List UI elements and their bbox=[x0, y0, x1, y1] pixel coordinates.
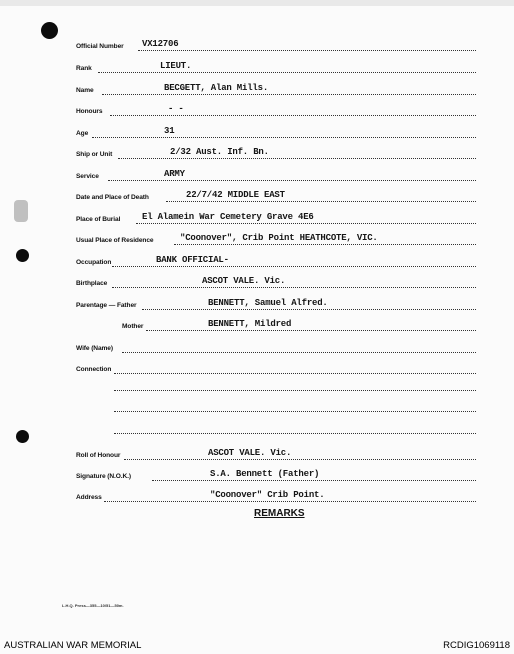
value-age: 31 bbox=[164, 126, 175, 136]
rule bbox=[104, 501, 476, 502]
rule bbox=[146, 330, 476, 331]
row-unit bbox=[76, 144, 476, 160]
scan-top-edge bbox=[0, 0, 514, 6]
label-wife: Wife (Name) bbox=[76, 345, 113, 352]
remarks-heading: REMARKS bbox=[254, 508, 305, 519]
label-connection: Connection bbox=[76, 366, 112, 373]
printer-imprint: L.H.Q. Press—355—10/51—50m. bbox=[62, 603, 124, 608]
rule bbox=[118, 158, 476, 159]
label-father: Parentage — Father bbox=[76, 302, 137, 309]
rule bbox=[102, 94, 476, 95]
value-residence: "Coonover", Crib Point HEATHCOTE, VIC. bbox=[180, 233, 378, 243]
rule bbox=[166, 201, 476, 202]
footer-record-id: RCDIG1069118 bbox=[443, 640, 510, 651]
label-honours: Honours bbox=[76, 108, 103, 115]
punch-hole-middle bbox=[16, 249, 29, 262]
rule bbox=[124, 459, 476, 460]
value-birthplace: ASCOT VALE. Vic. bbox=[202, 276, 286, 286]
connection-line-4 bbox=[114, 433, 476, 434]
label-occupation: Occupation bbox=[76, 259, 112, 266]
value-address: "Coonover" Crib Point. bbox=[210, 490, 325, 500]
row-official-number bbox=[76, 36, 476, 52]
value-father: BENNETT, Samuel Alfred. bbox=[208, 298, 328, 308]
value-date-place-death: 22/7/42 MIDDLE EAST bbox=[186, 190, 285, 200]
rule bbox=[112, 266, 476, 267]
scan-mark bbox=[14, 200, 28, 222]
rule bbox=[110, 115, 476, 116]
label-birthplace: Birthplace bbox=[76, 280, 108, 287]
value-place-burial: El Alamein War Cemetery Grave 4E6 bbox=[142, 212, 314, 222]
value-signature: S.A. Bennett (Father) bbox=[210, 469, 320, 479]
label-rank: Rank bbox=[76, 65, 92, 72]
row-father bbox=[76, 295, 476, 311]
value-name: BECGETT, Alan Mills. bbox=[164, 83, 269, 93]
connection-line-3 bbox=[114, 411, 476, 412]
label-unit: Ship or Unit bbox=[76, 151, 113, 158]
row-mother bbox=[76, 316, 476, 332]
row-name bbox=[76, 80, 476, 96]
rule bbox=[114, 373, 476, 374]
connection-line-2 bbox=[114, 390, 476, 391]
rule bbox=[138, 50, 476, 51]
row-address bbox=[76, 487, 476, 503]
value-unit: 2/32 Aust. Inf. Bn. bbox=[170, 147, 269, 157]
rule bbox=[136, 223, 476, 224]
value-service: ARMY bbox=[164, 169, 185, 179]
row-signature bbox=[76, 466, 476, 482]
row-rank bbox=[76, 58, 476, 74]
value-rank: LIEUT. bbox=[160, 61, 192, 71]
label-roll-of-honour: Roll of Honour bbox=[76, 452, 121, 459]
row-date-place-death bbox=[76, 187, 476, 203]
label-official-number: Official Number bbox=[76, 43, 124, 50]
rule bbox=[98, 72, 476, 73]
row-honours bbox=[76, 101, 476, 117]
label-name: Name bbox=[76, 87, 94, 94]
rule bbox=[152, 480, 476, 481]
row-age bbox=[76, 123, 476, 139]
value-occupation: BANK OFFICIAL- bbox=[156, 255, 229, 265]
row-occupation bbox=[76, 252, 476, 268]
value-official-number: VX12706 bbox=[142, 39, 179, 49]
value-mother: BENNETT, Mildred bbox=[208, 319, 292, 329]
rule bbox=[142, 309, 476, 310]
rule bbox=[112, 287, 476, 288]
row-roll-of-honour bbox=[76, 445, 476, 461]
label-signature: Signature (N.O.K.) bbox=[76, 473, 131, 480]
punch-hole-top bbox=[41, 22, 58, 39]
label-service: Service bbox=[76, 173, 99, 180]
rule bbox=[108, 180, 476, 181]
label-date-place-death: Date and Place of Death bbox=[76, 194, 149, 201]
row-birthplace bbox=[76, 273, 476, 289]
label-place-burial: Place of Burial bbox=[76, 216, 121, 223]
label-residence: Usual Place of Residence bbox=[76, 237, 154, 244]
punch-hole-bottom bbox=[16, 430, 29, 443]
label-mother: Mother bbox=[122, 323, 144, 330]
value-roll-of-honour: ASCOT VALE. Vic. bbox=[208, 448, 292, 458]
rule bbox=[122, 352, 476, 353]
rule bbox=[92, 137, 476, 138]
value-honours: - - bbox=[168, 104, 184, 114]
footer-institution: AUSTRALIAN WAR MEMORIAL bbox=[4, 640, 142, 651]
row-residence bbox=[76, 230, 476, 246]
row-place-burial bbox=[76, 209, 476, 225]
row-service bbox=[76, 166, 476, 182]
label-address: Address bbox=[76, 494, 102, 501]
label-age: Age bbox=[76, 130, 89, 137]
row-wife bbox=[76, 338, 476, 354]
rule bbox=[174, 244, 476, 245]
row-connection bbox=[76, 359, 476, 375]
